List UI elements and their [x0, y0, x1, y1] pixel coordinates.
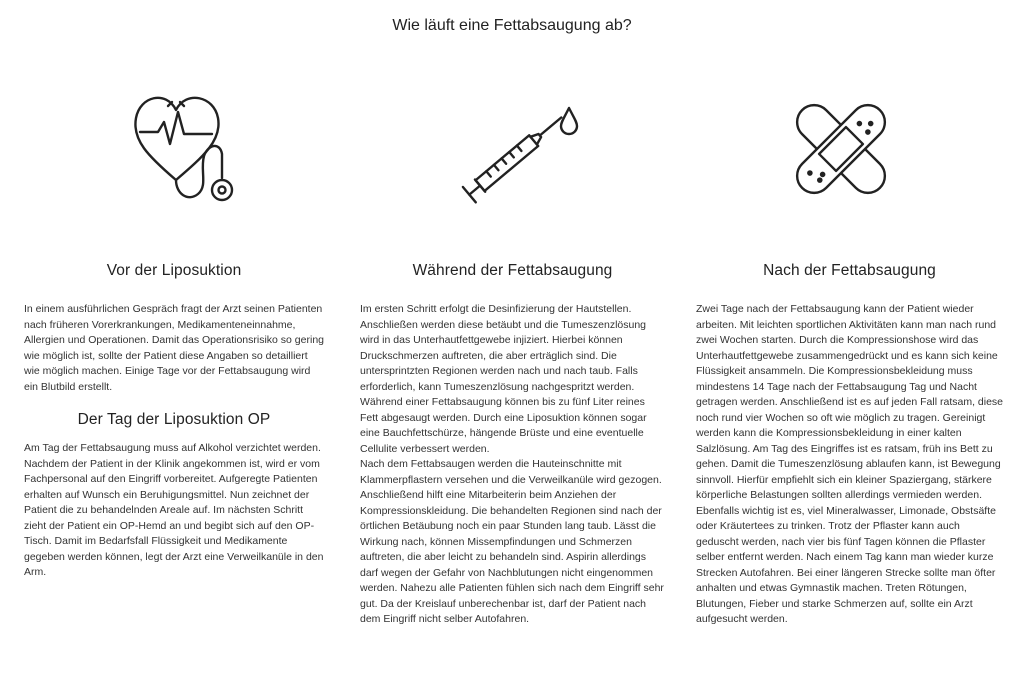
column-before-liposuction: [24, 262, 324, 581]
section-text-2: Nach dem Fettabsaugen werden die Hauteinschnitte mit Klammerpflastern versehen und die Verweilkanüle wird gezogen. Anschließend hilft eine Mitarbeiterin beim Anziehen der Kompressionskleidung. Die behandelten Regionen sind nach der örtlichen Betäubung noch ein paar Stunden lang taub. Lässt die Wirkung nach, können Missempfindungen und Schmerzen auftreten, die aber leicht zu behandeln sind. Aspirin allerdings darf wegen der Gefahr von Nachblutungen nicht eingenommen werden. Nahezu alle Patienten fühlen sich nach dem Eingriff sehr gut. Da der Kreislauf unberechenbar ist, darf der Patient nach dem Eingriff nicht selber Autofahren.: [360, 458, 664, 625]
section-text: Im ersten Schritt erfolgt die Desinfizierung der Hautstellen. Anschließen werden diese betäubt und die Tumeszenzlösung wird in das Unterhautfettgewebe injiziert. Hierbei können Druckschmerzen auftreten, die aber erträglich sind. Die untersprintzten Regionen werden nach und nach taub. Falls erforderlich, kann Tumeszenzlösung nachgespritzt werden. Während einer Fettabsaugung können bis zu fünf Liter reines Fett abgesaugt werden. Durch eine Liposuktion können sogar eine Bauchfettschürze, hängende Brüste und eine eventuelle Cellulite verbessert werden.: [360, 303, 647, 455]
section-text: In einem ausführlichen Gespräch fragt der Arzt seinen Patienten nach früheren Vorerkrankungen, Medikamenteneinnahme, Allergien und Operationen. Damit das Operationsrisiko so gering wie möglich ist, sollte der Patient diese Angaben so detailliert wie möglich machen. Einige Tage vor der Fettabsaugung wird ein Blutbild erstellt.: [24, 303, 324, 393]
syringe-icon: [448, 98, 588, 208]
column-during-liposuction: [360, 262, 665, 628]
section-text: Zwei Tage nach der Fettabsaugung kann der Patient wieder arbeiten. Mit leichten sportlichen Aktivitäten kann man nach rund zwei Wochen starten. Durch die Kompressionshose wird das Unterhautfettgewebe zusammengedrückt und es kann sich keine Flüssigkeit ansammeln. Die Kompressionsbekleidung muss mindestens 14 Tage nach der Fettabsaugung Tag und Nacht getragen werden. Anschließend ist es auf jeden Fall ratsam, diese noch rund vier Wochen so oft wie möglich zu tragen. Gereinigt werden kann die Kompressionsbekleidung in einer kalten Salzlösung. Am Tag des Eingriffes ist es ratsam, früh ins Bett zu gehen. Damit die Tumeszenzlösung ablaufen kann, ist Bewegung sinnvoll. Hierfür empfiehlt sich ein kleiner Spaziergang, stärkere körperliche Belastungen sollten allerdings vermieden werden. Ebenfalls wichtig ist es, viel Mineralwasser, Limonade, Obstsäfte oder Kräutertees zu trinken. Trotz der Pflaster kann auch geduscht werden, nach vier bis fünf Tagen können die Pflaster selber entfernt werden. Nach einem Tag kann man wieder kurze Strecken Autofahren. Bei einer längeren Strecke sollte man öfter anhalten und etwas Gymnastik machen. Treten Rötungen, Blutungen, Fieber und starke Schmerzen auf, sollte ein Arzt aufgesucht werden.: [696, 303, 1004, 625]
section-subheading: Der Tag der Liposuktion OP: [77, 411, 271, 428]
section-heading: Während der Fettabsaugung: [412, 262, 613, 279]
page-title: Wie läuft eine Fettabsaugung ab?: [392, 17, 632, 34]
section-heading: Nach der Fettabsaugung: [763, 262, 936, 279]
crossed-bandages-icon: [782, 90, 900, 208]
stethoscope-heart-icon: [128, 82, 248, 212]
section-subtext: Am Tag der Fettabsaugung muss auf Alkohol verzichtet werden. Nachdem der Patient in der Klinik angekommen ist, wird er vom Fachpersonal auf den Eingriff vorbereitet. Aufgeregte Patienten erhalten auf Wunsch ein Beruhigungsmittel. Nun zeichnet der Patient die zu behandelnden Areale auf. Im nächsten Schritt zieht der Patient ein OP-Hemd an und begibt sich auf den OP-Tisch. Damit im Bedarfsfall Flüssigkeit und Medikamente gegeben werden können, legt der Arzt eine Verweilkanüle in den Arm.: [24, 442, 324, 578]
column-after-liposuction: [696, 262, 1003, 628]
section-heading: Vor der Liposuktion: [106, 262, 242, 279]
